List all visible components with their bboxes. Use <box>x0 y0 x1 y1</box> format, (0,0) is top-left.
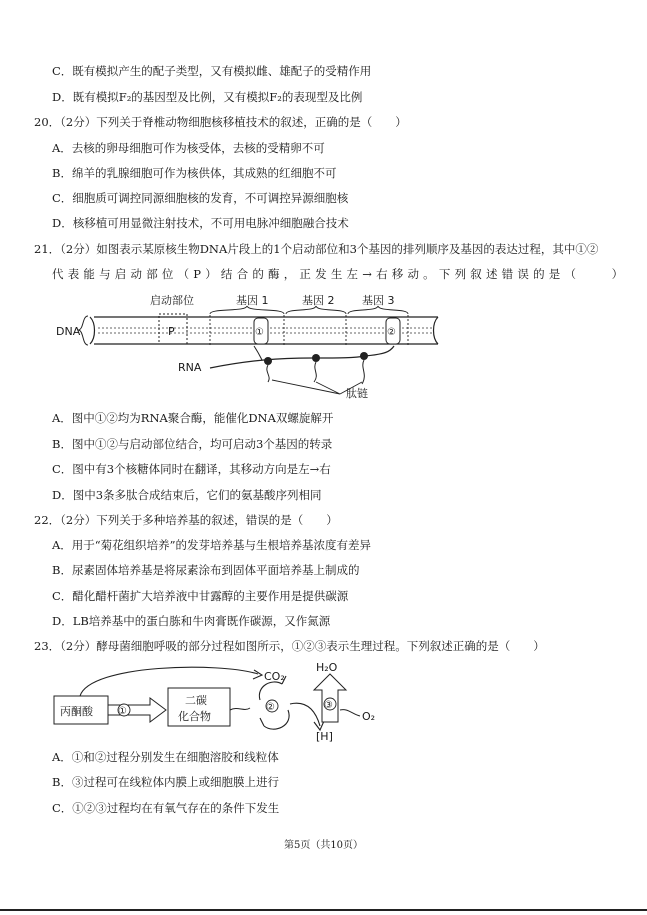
step-1-label: ① <box>118 706 127 717</box>
q20-option-d: D．核移植可用显微注射技术，不可用电脉冲细胞融合技术 <box>52 216 349 230</box>
h2o-label: H₂O <box>316 661 338 674</box>
q21-option-b: B．图中①②与启动部位结合，均可启动3个基因的转录 <box>52 437 333 451</box>
enzyme-2-label: ② <box>387 327 396 338</box>
q22-option-b: B．尿素固体培养基是将尿素涂布到固体平面培养基上制成的 <box>52 563 360 577</box>
pyruvate-label: 丙酮酸 <box>60 705 93 718</box>
gene1-label: 基因 1 <box>236 294 269 307</box>
q22-option-d: D．LB培养基中的蛋白胨和牛肉膏既作碳源，又作氮源 <box>52 614 331 628</box>
two-carbon-line1: 二碳 <box>185 694 207 707</box>
page-footer: 第5页（共10页） <box>283 840 364 851</box>
q22-option-c: C．醋化醋杆菌扩大培养液中甘露醇的主要作用是提供碳源 <box>52 589 349 603</box>
q22-stem: 22．（2分）下列关于多种培养基的叙述，错误的是（ ） <box>34 513 338 527</box>
gene2-label: 基因 2 <box>302 294 335 307</box>
rna-label: RNA <box>178 361 202 374</box>
ribosome-3 <box>360 352 368 360</box>
q21-stem-line2: 代表能与启动部位（P）结合的酶，正发生左→右移动。下列叙述错误的是（ ） <box>52 267 628 281</box>
gene3-label: 基因 3 <box>362 294 395 307</box>
q23-respiration-figure <box>50 660 390 742</box>
h-label: [H] <box>316 730 333 742</box>
q20-option-a: A．去核的卵母细胞可作为核受体，去核的受精卵不可 <box>52 141 325 155</box>
q23-option-a: A．①和②过程分别发生在细胞溶胶和线粒体 <box>52 750 279 764</box>
q20-option-c: C．细胞质可调控同源细胞核的发育，不可调控异源细胞核 <box>52 191 349 205</box>
q23-option-c: C．①②③过程均在有氧气存在的条件下发生 <box>52 801 280 815</box>
q20-stem: 20．（2分）下列关于脊椎动物细胞核移植技术的叙述，正确的是（ ） <box>34 115 407 129</box>
promoter-label: 启动部位 <box>150 294 194 307</box>
step-3-label: ③ <box>324 700 333 711</box>
bottom-rule <box>0 909 647 911</box>
promoter-p: P <box>168 325 175 338</box>
co2-label: CO₂ <box>264 670 285 683</box>
q20-option-b: B．绵羊的乳腺细胞可作为核供体，其成熟的红细胞不可 <box>52 166 337 180</box>
step-2-label: ② <box>266 702 275 713</box>
peptide-label: 肽链 <box>346 387 368 400</box>
q21-option-a: A．图中①②均为RNA聚合酶，能催化DNA双螺旋解开 <box>52 411 334 425</box>
two-carbon-line2: 化合物 <box>178 710 211 723</box>
q21-stem-line1: 21．（2分）如图表示某原核生物DNA片段上的1个启动部位和3个基因的排列顺序及基因的表达过程，其中①② <box>34 242 599 256</box>
enzyme-1-label: ① <box>255 327 264 338</box>
q21-option-c: C．图中有3个核糖体同时在翻译，其移动方向是左→右 <box>52 462 331 476</box>
q23-stem: 23．（2分）酵母菌细胞呼吸的部分过程如图所示，①②③表示生理过程。下列叙述正确的是（ ） <box>34 639 545 653</box>
ribosome-1 <box>264 357 272 365</box>
ribosome-2 <box>312 354 320 362</box>
q22-option-a: A．用于“菊花组织培养”的发芽培养基与生根培养基浓度有差异 <box>52 538 372 552</box>
dna-label: DNA <box>56 325 81 338</box>
q23-option-b: B．③过程可在线粒体内膜上或细胞膜上进行 <box>52 775 279 789</box>
q21-option-d: D．图中3条多肽合成结束后，它们的氨基酸序列相同 <box>52 488 322 502</box>
q19-option-d: D．既有模拟F₂的基因型及比例，又有模拟F₂的表现型及比例 <box>52 90 363 104</box>
o2-label: O₂ <box>362 710 376 723</box>
q19-option-c: C．既有模拟产生的配子类型，又有模拟雌、雄配子的受精作用 <box>52 64 372 78</box>
q21-dna-figure <box>50 290 450 402</box>
